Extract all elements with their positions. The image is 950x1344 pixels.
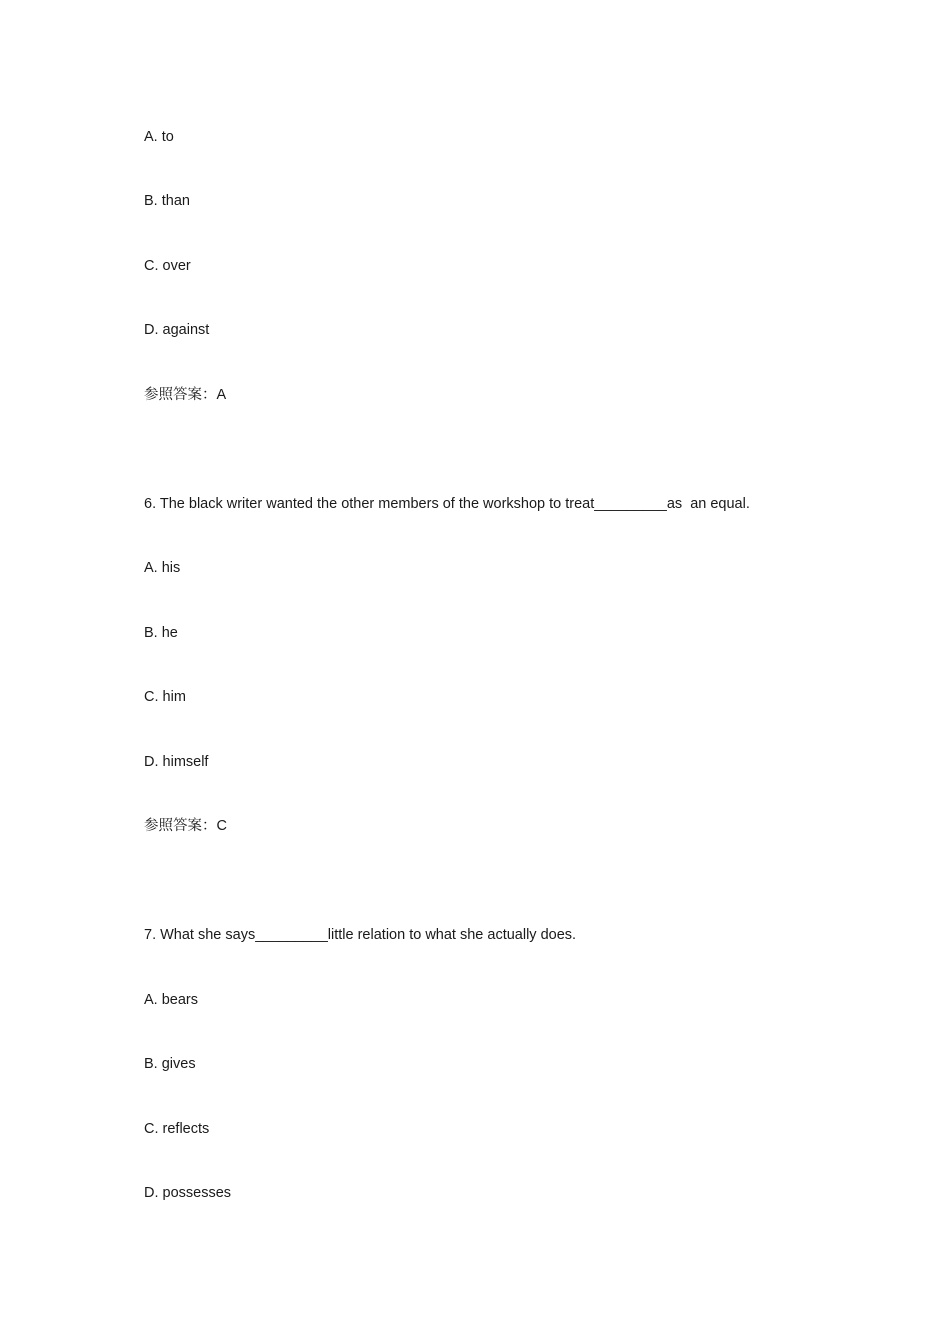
q6-option-a: A. his	[144, 560, 181, 576]
q6-question: 6. The black writer wanted the other members of the workshop to treat_________as an equal.	[144, 496, 750, 512]
q6-option-b: B. he	[144, 625, 178, 641]
q5-option-d: D. against	[144, 322, 210, 338]
q5-option-b: B. than	[144, 193, 190, 209]
q7-option-a: A. bears	[144, 992, 198, 1008]
q5-option-c: C. over	[144, 258, 191, 274]
q7-question: 7. What she says_________little relation to what she actually does.	[144, 927, 577, 943]
q5-answer: 参照答案：A	[144, 387, 227, 403]
q7-option-b: B. gives	[144, 1056, 196, 1072]
q5-option-a: A. to	[144, 129, 174, 145]
q6-option-c: C. him	[144, 689, 186, 705]
q6-answer: 参照答案：C	[144, 818, 227, 834]
q7-option-d: D. possesses	[144, 1185, 232, 1201]
q7-option-c: C. reflects	[144, 1121, 210, 1137]
q6-option-d: D. himself	[144, 754, 209, 770]
